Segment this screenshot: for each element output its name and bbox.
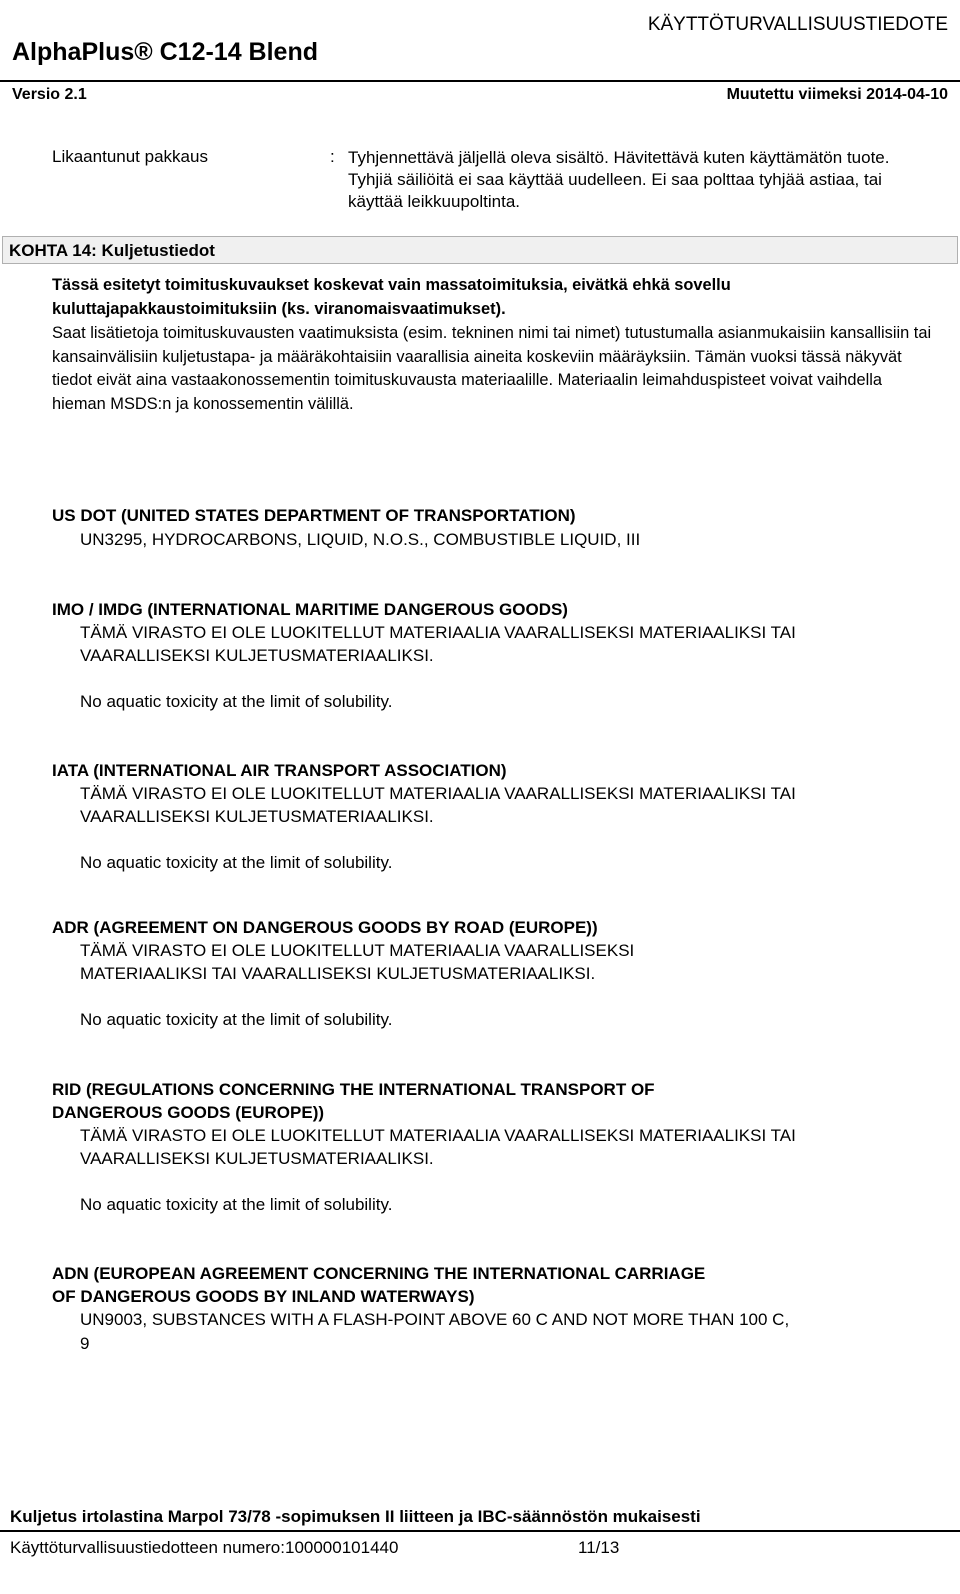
adr-line-1: TÄMÄ VIRASTO EI OLE LUOKITELLUT MATERIAALIA VAARALLISEKSI	[80, 941, 635, 960]
iata-line-1: TÄMÄ VIRASTO EI OLE LUOKITELLUT MATERIAALIA VAARALLISEKSI MATERIAALIKSI TAI	[80, 784, 796, 803]
adn-title-1: ADN (EUROPEAN AGREEMENT CONCERNING THE INTERNATIONAL CARRIAGE	[52, 1264, 706, 1283]
adn-line-1: UN9003, SUBSTANCES WITH A FLASH-POINT ABOVE 60 C AND NOT MORE THAN 100 C,	[80, 1310, 790, 1329]
header-divider	[0, 80, 960, 82]
revision-date: Muutettu viimeksi 2014-04-10	[726, 86, 948, 103]
rid-title-2: DANGEROUS GOODS (EUROPE))	[52, 1103, 325, 1122]
usdot-title: US DOT (UNITED STATES DEPARTMENT OF TRANSPORTATION)	[52, 506, 576, 525]
rid-title-1: RID (REGULATIONS CONCERNING THE INTERNATIONAL TRANSPORT OF	[52, 1080, 655, 1099]
section-header	[2, 236, 958, 264]
imdg-line-2: VAARALLISEKSI KULJETUSMATERIAALIKSI.	[80, 646, 434, 665]
intro-bold-paragraph: Tässä esitetyt toimituskuvaukset koskevat vain massatoimituksia, eivätkä ehkä sovellu kuluttajapakkaustoimituksiin (ks. viranomaisvaatimukset).	[52, 276, 731, 318]
intro-paragraph: Saat lisätietoja toimituskuvausten vaatimuksista (esim. tekninen nimi tai nimet) tutustumalla asianmukaisiin kansallisiin tai kansainvälisiin kuljetustapa- ja määräkohtaisiin vaarallisia aineita koskeviin määräyksiin. Tämän vuoksi tässä näkyvät tiedot eivät aina vastaakonossementin toimituskuvausta materiaalille. Materiaalin leimahduspisteet voivat vaihdella hieman MSDS:n ja konossementin välillä.	[52, 324, 932, 413]
adn-line-2: 9	[80, 1334, 90, 1353]
sds-number: Käyttöturvallisuustiedotteen numero:100000101440	[10, 1538, 399, 1557]
disposal-colon: :	[330, 147, 335, 166]
disposal-text: Tyhjennettävä jäljellä oleva sisältö. Hävitettävä kuten käyttämätön tuote. Tyhjiä säiliöitä ei saa käyttää uudelleen. Ei saa polttaa tyhjää astiaa, tai käyttää leikkuupoltinta.	[348, 148, 890, 211]
iata-title: IATA (INTERNATIONAL AIR TRANSPORT ASSOCIATION)	[52, 761, 507, 780]
footer-divider	[0, 1530, 960, 1532]
rid-line-2: VAARALLISEKSI KULJETUSMATERIAALIKSI.	[80, 1149, 434, 1168]
disposal-label: Likaantunut pakkaus	[52, 147, 208, 166]
rid-note: No aquatic toxicity at the limit of solubility.	[80, 1195, 393, 1214]
section-title: KOHTA 14: Kuljetustiedot	[9, 241, 215, 260]
rid-line-1: TÄMÄ VIRASTO EI OLE LUOKITELLUT MATERIAALIA VAARALLISEKSI MATERIAALIKSI TAI	[80, 1126, 796, 1145]
adr-line-2: MATERIAALIKSI TAI VAARALLISEKSI KULJETUSMATERIAALIKSI.	[80, 964, 596, 983]
imdg-title: IMO / IMDG (INTERNATIONAL MARITIME DANGEROUS GOODS)	[52, 600, 568, 619]
imdg-note: No aquatic toxicity at the limit of solubility.	[80, 692, 393, 711]
imdg-line-1: TÄMÄ VIRASTO EI OLE LUOKITELLUT MATERIAALIA VAARALLISEKSI MATERIAALIKSI TAI	[80, 623, 796, 642]
adr-title: ADR (AGREEMENT ON DANGEROUS GOODS BY ROAD (EUROPE))	[52, 918, 598, 937]
adr-note: No aquatic toxicity at the limit of solubility.	[80, 1010, 393, 1029]
adn-title-2: OF DANGEROUS GOODS BY INLAND WATERWAYS)	[52, 1287, 475, 1306]
page-number: 11/13	[578, 1538, 620, 1557]
version-label: Versio 2.1	[12, 86, 87, 103]
usdot-line: UN3295, HYDROCARBONS, LIQUID, N.O.S., COMBUSTIBLE LIQUID, III	[80, 530, 641, 549]
product-name: AlphaPlus® C12-14 Blend	[12, 38, 318, 66]
document-type: KÄYTTÖTURVALLISUUSTIEDOTE	[647, 14, 948, 35]
iata-note: No aquatic toxicity at the limit of solubility.	[80, 853, 393, 872]
bulk-transport-heading: Kuljetus irtolastina Marpol 73/78 -sopimuksen II liitteen ja IBC-säännöstön mukaisesti	[10, 1507, 701, 1526]
iata-line-2: VAARALLISEKSI KULJETUSMATERIAALIKSI.	[80, 807, 434, 826]
